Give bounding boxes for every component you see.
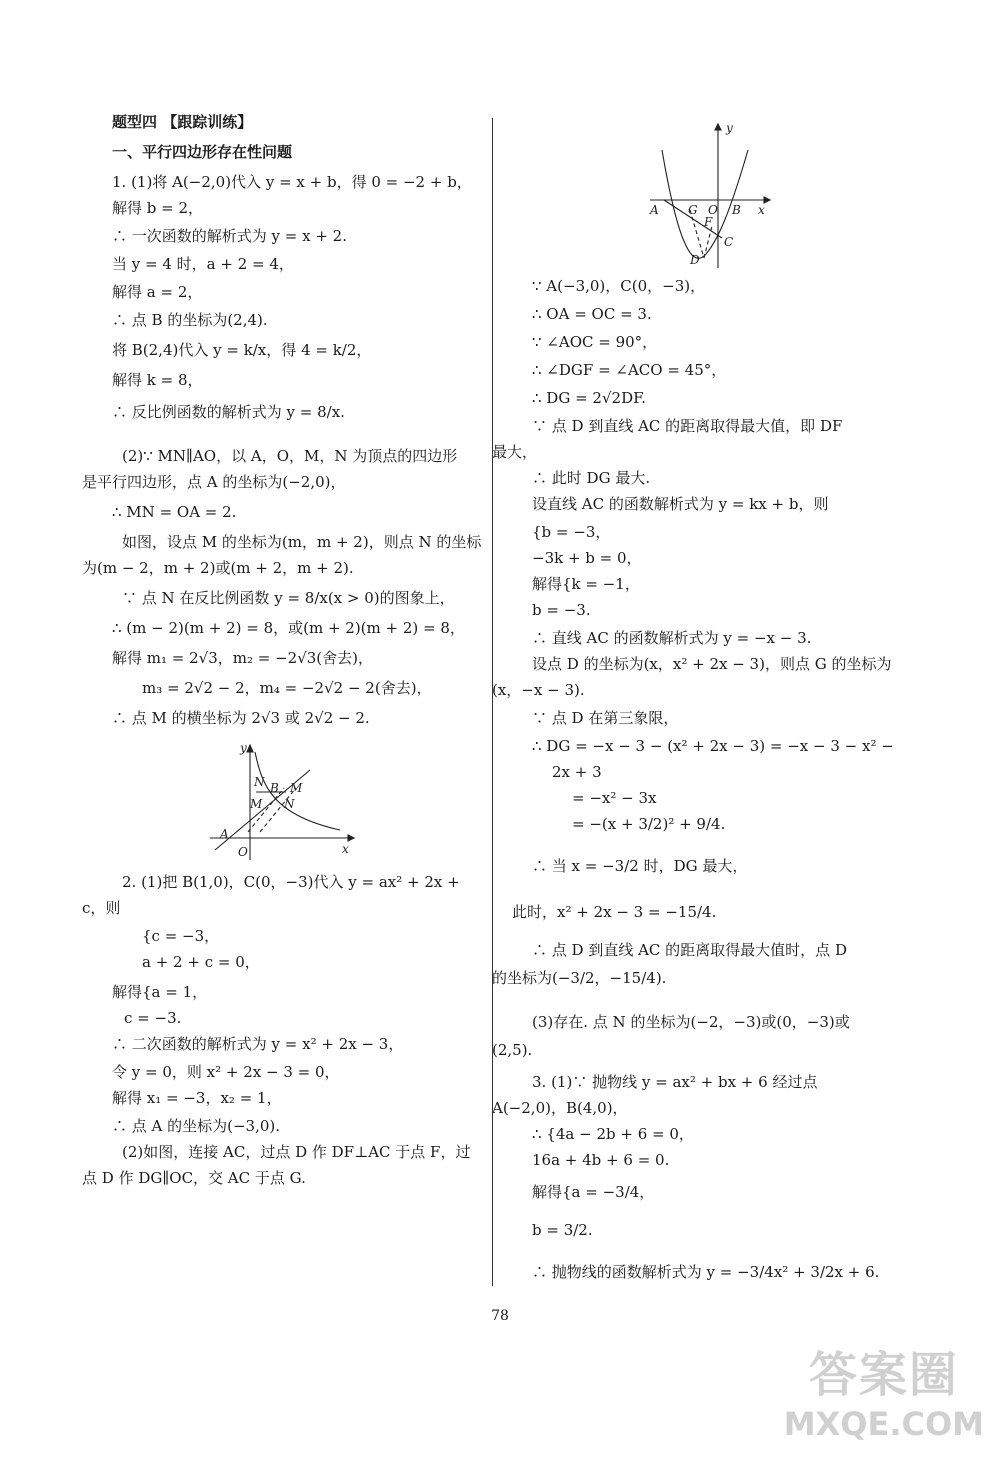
left-line: 为(m − 2，m + 2)或(m + 2，m + 2).: [82, 559, 354, 577]
right-line: ∵ ∠AOC = 90°，: [532, 333, 658, 351]
right-line: ∵ 点 D 在第三象限，: [532, 709, 679, 727]
left-line: ∴ 点 M 的横坐标为 2√3 或 2√2 − 2.: [112, 709, 370, 727]
watermark-line1: 答案圈: [808, 1347, 959, 1403]
right-line: 解得{k = −1，: [532, 575, 640, 593]
fig2-label-C: C: [724, 235, 734, 249]
left-line: 是平行四边形，点 A 的坐标为(−2,0)，: [82, 473, 346, 491]
right-line: ∴ 直线 AC 的函数解析式为 y = −x − 3.: [532, 629, 812, 647]
fig2-label-B: B: [732, 203, 741, 217]
left-line: ∴ 反比例函数的解析式为 y = 8/x.: [112, 403, 345, 421]
fig2-segment-DG: [690, 210, 704, 258]
right-line: 16a + 4b + 6 = 0.: [532, 1151, 670, 1169]
watermark-logo: [784, 1336, 984, 1443]
right-line: ∴ 点 D 到直线 AC 的距离取得最大值时，点 D: [532, 941, 847, 959]
fig2-label-x: x: [758, 203, 765, 217]
right-line: −3k + b = 0，: [532, 549, 642, 567]
right-line: = −x² − 3x: [572, 789, 657, 807]
left-line: ∴ 二次函数的解析式为 y = x² + 2x − 3，: [112, 1035, 404, 1053]
fig1-label-x: x: [342, 842, 349, 856]
fig2-segment-DF: [704, 226, 712, 258]
left-line: 1. (1)将 A(−2,0)代入 y = x + b，得 0 = −2 + b，: [112, 173, 472, 191]
hyperbola-figure: [200, 740, 360, 865]
right-line: = −(x + 3/2)² + 9/4.: [572, 815, 726, 833]
left-line: 解得{a = 1，: [112, 983, 208, 1001]
right-line: {b = −3，: [532, 523, 611, 541]
right-line: 设点 D 的坐标为(x，x² + 2x − 3)，则点 G 的坐标为: [532, 655, 892, 673]
left-line: c，则: [82, 899, 121, 917]
left-line: 点 D 作 DG∥OC，交 AC 于点 G.: [82, 1169, 306, 1187]
right-line: 的坐标为(−3/2，−15/4).: [492, 969, 667, 987]
fig1-label-N: N: [254, 775, 265, 789]
left-line: ∴ 点 A 的坐标为(−3,0).: [112, 1117, 281, 1135]
left-line: 2. (1)把 B(1,0)，C(0，−3)代入 y = ax² + 2x +: [122, 873, 460, 891]
right-line: ∴ OA = OC = 3.: [532, 305, 652, 323]
fig2-label-y: y: [726, 122, 733, 135]
right-line: (x，−x − 3).: [492, 681, 585, 699]
fig2-label-A: A: [650, 203, 659, 217]
right-line: 设直线 AC 的函数解析式为 y = kx + b，则: [532, 495, 829, 513]
left-line: {c = −3，: [142, 927, 220, 945]
fig1-x-arrow: [348, 835, 354, 841]
right-line: A(−2,0)，B(4,0)，: [492, 1099, 628, 1117]
left-line: c = −3.: [124, 1009, 182, 1027]
fig1-label-M2: M: [250, 797, 263, 811]
page-number: 78: [491, 1308, 509, 1324]
fig2-y-arrow: [715, 124, 721, 130]
left-line: 解得 a = 2，: [112, 283, 203, 301]
left-line: ∴ 一次函数的解析式为 y = x + 2.: [112, 227, 347, 245]
right-line: ∴ {4a − 2b + 6 = 0，: [532, 1125, 694, 1143]
fig1-label-M: M: [290, 781, 303, 795]
fig1-label-O: O: [238, 845, 248, 859]
right-line: (3)存在. 点 N 的坐标为(−2，−3)或(0，−3)或: [532, 1013, 850, 1031]
fig2-label-F: F: [704, 215, 713, 229]
left-line: (2)如图，连接 AC，过点 D 作 DF⊥AC 于点 F，过: [122, 1143, 471, 1161]
parabola-figure: [646, 122, 776, 270]
left-line: 解得 m₁ = 2√3，m₂ = −2√3(舍去)，: [112, 649, 374, 667]
right-line: 2x + 3: [552, 763, 602, 781]
right-line: ∵ A(−3,0)，C(0，−3)，: [532, 277, 706, 295]
right-line: ∴ DG = −x − 3 − (x² + 2x − 3) = −x − 3 − x² −: [532, 737, 894, 755]
right-line: ∵ 点 D 到直线 AC 的距离取得最大值，即 DF: [532, 417, 843, 435]
left-line: ∴ MN = OA = 2.: [112, 503, 237, 521]
right-line: 3. (1)∵ 抛物线 y = ax² + bx + 6 经过点: [532, 1073, 818, 1091]
left-line: 将 B(2,4)代入 y = k/x，得 4 = k/2，: [112, 341, 372, 359]
fig1-y-arrow: [247, 745, 253, 752]
fig1-label-y: y: [240, 741, 247, 755]
right-line: 最大，: [492, 443, 538, 461]
fig2-label-G: G: [688, 203, 698, 217]
watermark-line2: MXQE.COM: [783, 1405, 984, 1443]
left-line: (2)∵ MN∥AO，以 A，O，M，N 为顶点的四边形: [122, 447, 458, 465]
fig2-label-D: D: [690, 253, 700, 267]
right-line: (2,5).: [492, 1041, 533, 1059]
left-line: 令 y = 0，则 x² + 2x − 3 = 0，: [112, 1063, 340, 1081]
fig2-x-arrow: [764, 197, 770, 203]
fig1-label-N2: N: [284, 797, 295, 811]
left-line: ∴ 点 B 的坐标为(2,4).: [112, 311, 268, 329]
left-line: a + 2 + c = 0，: [142, 953, 260, 971]
left-line: 当 y = 4 时，a + 2 = 4，: [112, 255, 294, 273]
right-line: 此时，x² + 2x − 3 = −15/4.: [512, 903, 717, 921]
left-line: 如图，设点 M 的坐标为(m，m + 2)，则点 N 的坐标: [122, 533, 482, 551]
left-line: 解得 b = 2，: [112, 199, 204, 217]
right-line: ∴ 当 x = −3/2 时，DG 最大，: [532, 857, 748, 875]
left-line: 解得 x₁ = −3，x₂ = 1，: [112, 1089, 282, 1107]
left-line: 题型四 【跟踪训练】: [112, 113, 253, 131]
fig1-label-B: B: [270, 781, 279, 795]
right-line: ∴ DG = 2√2DF.: [532, 389, 646, 407]
right-line: b = −3.: [532, 601, 591, 619]
left-line: ∵ 点 N 在反比例函数 y = 8/x(x > 0)的图象上，: [122, 589, 455, 607]
fig1-label-A: A: [220, 827, 229, 841]
left-line: m₃ = 2√2 − 2，m₄ = −2√2 − 2(舍去)，: [142, 679, 432, 697]
right-line: 解得{a = −3/4，: [532, 1183, 655, 1201]
right-line: ∴ 抛物线的函数解析式为 y = −3/4x² + 3/2x + 6.: [532, 1263, 880, 1281]
right-line: b = 3/2.: [532, 1221, 593, 1239]
fig2-label-O: O: [708, 203, 718, 217]
left-line: ∴ (m − 2)(m + 2) = 8，或(m + 2)(m + 2) = 8，: [112, 619, 465, 637]
right-line: ∴ 此时 DG 最大.: [532, 469, 651, 487]
left-line: 解得 k = 8，: [112, 371, 203, 389]
left-line: 一、平行四边形存在性问题: [112, 143, 293, 161]
right-line: ∴ ∠DGF = ∠ACO = 45°，: [532, 361, 727, 379]
